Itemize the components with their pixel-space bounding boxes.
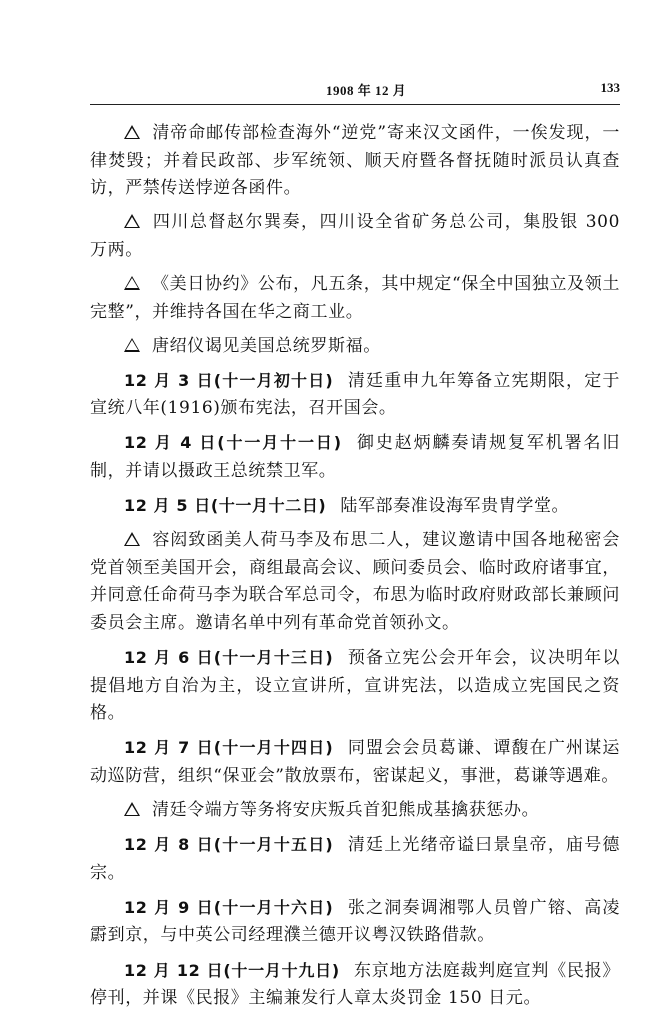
chronicle-entry (90, 333, 620, 361)
entry-text: 东京地方法庭裁判庭宣判《民报》停刊，并课《民报》主编兼发行人章太炎罚金 150 日元。 (90, 960, 620, 1009)
chronicle-entry (90, 894, 620, 950)
entry-text: 容闳致函美人荷马李及布思二人，建议邀请中国各地秘密会党首领至美国开会，商组最高会议、顾问委员会、临时政府诸事宜，并同意任命荷马李为联合军总司令，布思为临时政府财政部长兼顾问委员会主席。邀请名单中列有革命党首领孙文。 (90, 530, 620, 633)
page-number: 133 (600, 80, 620, 95)
entry-text: 唐绍仪谒见美国总统罗斯福。 (152, 335, 381, 356)
entry-text: 同盟会会员葛谦、谭馥在广州谋运动巡防营，组织“保亚会”散放票布，密谋起义，事泄，葛谦等遇难。 (90, 738, 620, 786)
chronicle-entry (90, 271, 620, 326)
chronicle-entry (90, 209, 620, 264)
chronicle-entry (90, 797, 620, 825)
running-header (90, 80, 620, 104)
chronicle-entry (90, 644, 620, 728)
entry-date: 12 月 7 日(十一月十四日) (124, 738, 334, 758)
triangle-bullet-icon (124, 125, 140, 139)
chronicle-entry (90, 120, 620, 203)
entry-text: 清帝命邮传部检查海外“逆党”寄来汉文函件，一俟发现，一律焚毁；并着民政部、步军统领、顺天府暨各督抚随时派员认真查访，严禁传送悖逆各函件。 (90, 123, 620, 199)
entry-text: 预备立宪公会开年会，议决明年以提倡地方自治为主，设立宣讲所，宣讲宪法，以造成立宪国民之资格。 (90, 648, 620, 724)
entry-text: 清廷令端方等务将安庆叛兵首犯熊成基擒获惩办。 (152, 800, 540, 821)
chronicle-entry (90, 367, 620, 423)
entry-date: 12 月 6 日(十一月十三日) (124, 648, 334, 668)
chronicle-entry (90, 429, 620, 485)
triangle-bullet-icon (124, 338, 140, 352)
entry-text: 陆军部奏准设海军贵胄学堂。 (340, 496, 570, 517)
entry-text: 《美日协约》公布，凡五条，其中规定“保全中国独立及领土完整”，并维持各国在华之商工业。 (90, 273, 620, 322)
entry-date: 12 月 4 日(十一月十一日) (124, 433, 342, 453)
triangle-bullet-icon (124, 802, 140, 816)
triangle-bullet-icon (124, 214, 140, 228)
chronicle-entry (90, 492, 620, 521)
chronicle-entry (90, 527, 620, 637)
chronicle-entry (90, 734, 620, 790)
entry-text: 张之洞奏调湘鄂人员曾广镕、高凌霨到京，与中英公司经理濮兰德开议粤汉铁路借款。 (90, 897, 620, 946)
entry-text: 御史赵炳麟奏请规复军机署名旧制，并请以摄政王总统禁卫军。 (90, 433, 620, 482)
entry-date: 12 月 5 日(十一月十二日) (124, 496, 327, 516)
header-title: 1908 年 12 月 (326, 83, 407, 98)
entry-date: 12 月 3 日(十一月初十日) (124, 370, 334, 390)
chronicle-entry (90, 957, 620, 1013)
triangle-bullet-icon (124, 532, 140, 546)
entry-text: 清廷上光绪帝谥曰景皇帝，庙号德宗。 (90, 835, 620, 883)
entry-date: 12 月 8 日(十一月十五日) (124, 835, 334, 855)
entry-text: 四川总督赵尔巽奏，四川设全省矿务总公司，集股银 300 万两。 (90, 212, 620, 260)
triangle-bullet-icon (124, 276, 140, 290)
entry-date: 12 月 9 日(十一月十六日) (124, 897, 334, 917)
chronicle-body (90, 120, 620, 1013)
entry-date: 12 月 12 日(十一月十九日) (124, 960, 340, 980)
header-rule (90, 104, 620, 105)
chronicle-entry (90, 831, 620, 887)
entry-text: 清廷重申九年筹备立宪期限，定于宣统八年(1916)颁布宪法，召开国会。 (90, 370, 620, 419)
